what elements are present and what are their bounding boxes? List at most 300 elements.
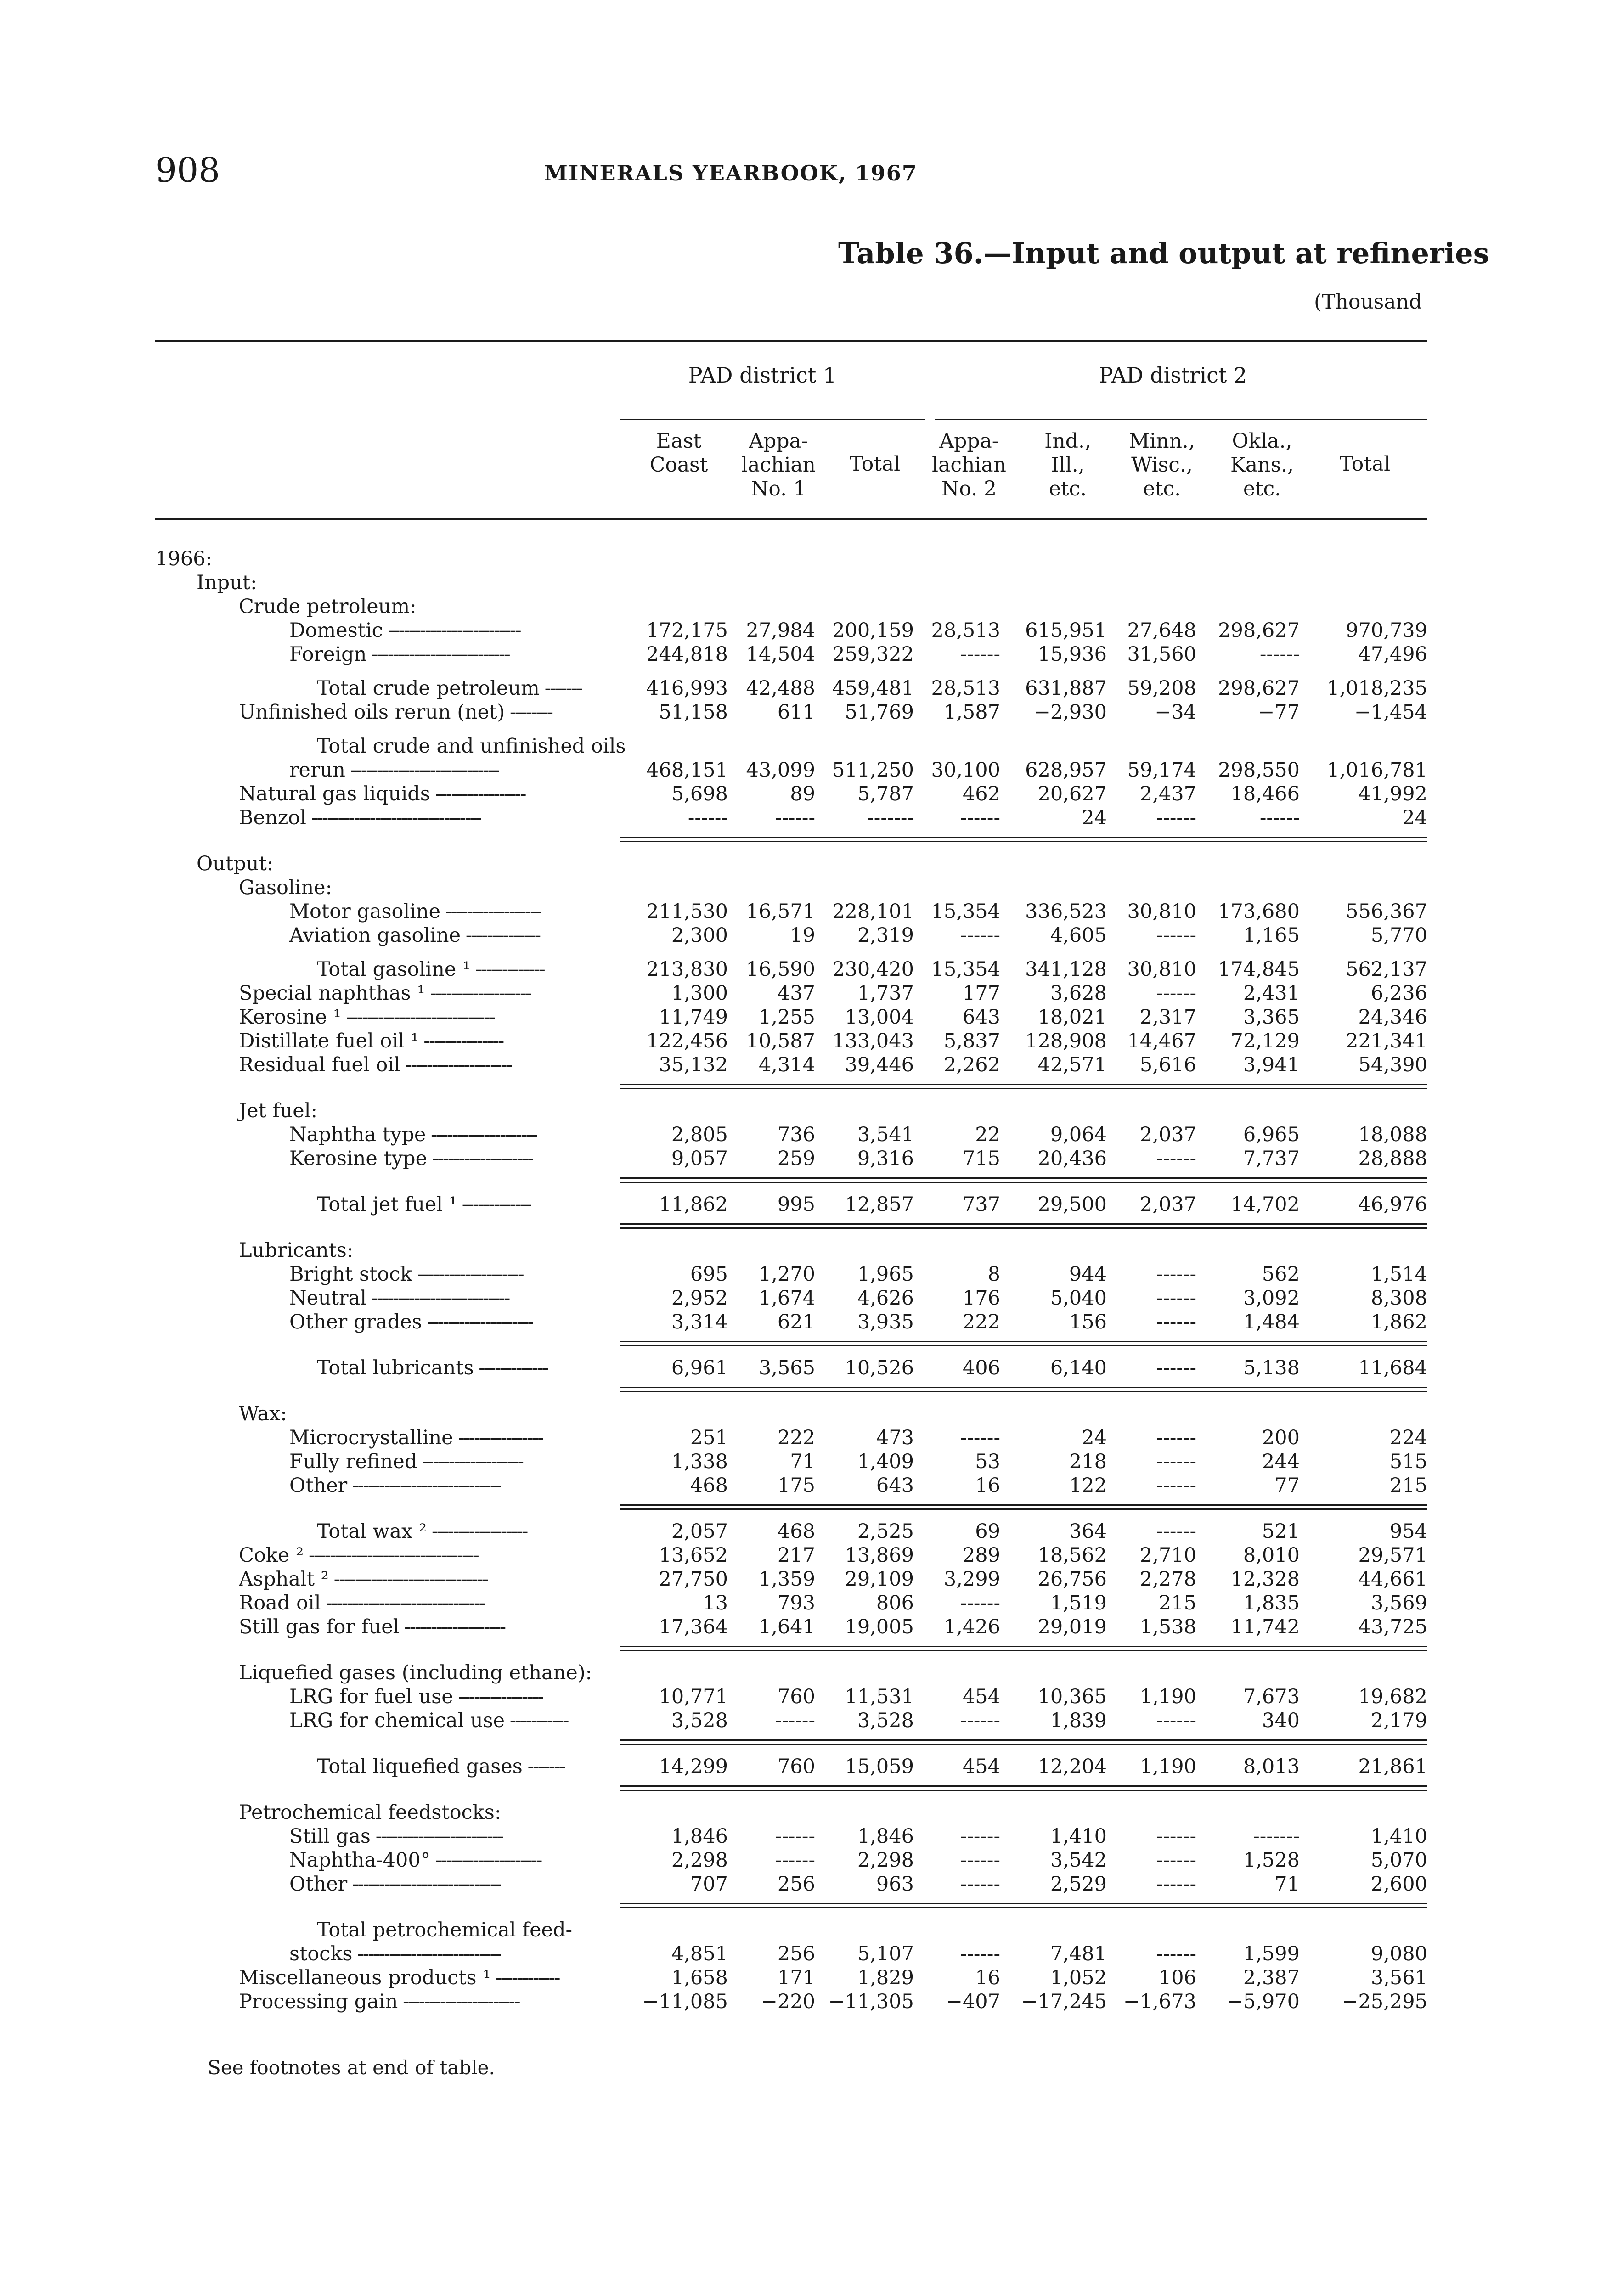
table-cell: 12,328 — [1230, 1568, 1300, 1591]
table-cell: 14,299 — [659, 1755, 728, 1778]
table-cell: 511,250 — [832, 759, 914, 782]
table-cell: 21,861 — [1358, 1755, 1427, 1778]
group-header-pad-district-2: PAD district 2 — [1099, 363, 1247, 388]
table-cell: 615,951 — [1025, 619, 1107, 642]
table-cell: ------ — [960, 1873, 1000, 1896]
table-cell: 174,845 — [1218, 958, 1300, 981]
table-cell: 77 — [1274, 1474, 1300, 1497]
table-cell: ------ — [960, 924, 1000, 947]
table-cell: 133,043 — [832, 1030, 914, 1052]
column-header: Total — [849, 452, 901, 476]
table-cell: 3,365 — [1243, 1006, 1300, 1029]
table-cell: 12,857 — [845, 1193, 914, 1216]
table-cell: −34 — [1155, 701, 1196, 724]
table-cell: 28,888 — [1358, 1147, 1427, 1170]
leader-dots: ---------------------------- — [345, 759, 499, 782]
leader-dots: ------------- — [474, 1356, 548, 1379]
section-rule — [620, 841, 1427, 842]
section-rule — [620, 1504, 1427, 1506]
table-cell: 27,750 — [659, 1568, 728, 1591]
table-cell: 298,550 — [1218, 759, 1300, 782]
table-cell: 8,010 — [1243, 1544, 1300, 1567]
table-cell: ------ — [775, 1825, 815, 1848]
table-cell: ------ — [1156, 1263, 1196, 1286]
table-cell: 1,165 — [1243, 924, 1300, 947]
table-cell: 6,140 — [1050, 1356, 1107, 1379]
section-rule — [620, 1785, 1427, 1787]
section-label: 1966: — [155, 547, 212, 570]
row-label: Other grades -------------------- — [289, 1311, 533, 1334]
table-cell: 289 — [962, 1544, 1000, 1567]
table-cell: −1,454 — [1354, 701, 1427, 724]
leader-dots: -------------------- — [400, 1053, 512, 1076]
table-cell: 806 — [876, 1592, 914, 1615]
table-cell: 1,359 — [758, 1568, 815, 1591]
leader-dots: -------------- — [461, 924, 540, 947]
row-label: Motor gasoline ------------------ — [289, 900, 541, 923]
table-cell: 9,057 — [671, 1147, 728, 1170]
table-cell: 71 — [1274, 1873, 1300, 1896]
table-cell: 29,109 — [845, 1568, 914, 1591]
section-label: Input: — [197, 571, 257, 594]
table-cell: 30,810 — [1127, 900, 1196, 923]
table-cell: 5,107 — [857, 1942, 914, 1965]
table-cell: 2,431 — [1243, 982, 1300, 1005]
column-header: Total — [1339, 452, 1391, 476]
table-cell: 59,174 — [1127, 759, 1196, 782]
group-rule-district-2 — [935, 419, 1427, 420]
table-cell: 954 — [1389, 1520, 1427, 1543]
footnote-note: See footnotes at end of table. — [208, 2056, 495, 2079]
table-cell: ------ — [960, 806, 1000, 829]
table-cell: 215 — [1158, 1592, 1196, 1615]
table-cell: 230,420 — [832, 958, 914, 981]
table-cell: 122 — [1069, 1474, 1107, 1497]
table-cell: 715 — [962, 1147, 1000, 1170]
row-label: Naphtha-400° -------------------- — [289, 1849, 541, 1872]
table-cell: 16 — [975, 1966, 1000, 1989]
table-cell: 1,410 — [1370, 1825, 1427, 1848]
table-cell: 5,616 — [1139, 1053, 1196, 1076]
row-label: Total lubricants ------------- — [317, 1356, 548, 1379]
table-cell: 1,190 — [1139, 1685, 1196, 1708]
table-cell: 406 — [962, 1356, 1000, 1379]
section-rule — [620, 1739, 1427, 1741]
table-cell: 176 — [962, 1287, 1000, 1310]
page-number: 908 — [155, 151, 220, 190]
column-header: Minn., Wisc., etc. — [1129, 429, 1195, 501]
table-cell: −407 — [946, 1990, 1000, 2013]
table-cell: 251 — [690, 1426, 728, 1449]
row-label: Domestic ------------------------- — [289, 619, 520, 642]
table-cell: 6,965 — [1243, 1123, 1300, 1146]
table-cell: 15,354 — [931, 900, 1000, 923]
table-cell: 5,040 — [1050, 1287, 1107, 1310]
table-cell: 14,504 — [746, 643, 815, 666]
table-cell: 5,138 — [1243, 1356, 1300, 1379]
table-cell: 172,175 — [646, 619, 728, 642]
table-cell: 1,528 — [1243, 1849, 1300, 1872]
table-cell: 1,409 — [857, 1450, 914, 1473]
table-cell: 521 — [1262, 1520, 1300, 1543]
leader-dots: ---------------- — [453, 1426, 543, 1449]
table-cell: 14,702 — [1230, 1193, 1300, 1216]
table-cell: 30,810 — [1127, 958, 1196, 981]
leader-dots: --------------- — [418, 1030, 503, 1052]
table-cell: ------- — [867, 806, 914, 829]
table-cell: 621 — [777, 1311, 815, 1334]
table-cell: 298,627 — [1218, 677, 1300, 700]
table-cell: ------ — [775, 1849, 815, 1872]
table-cell: 13,652 — [659, 1544, 728, 1567]
table-cell: 122,456 — [646, 1030, 728, 1052]
table-cell: 10,365 — [1037, 1685, 1107, 1708]
leader-dots: ------- — [522, 1755, 565, 1778]
table-cell: 3,941 — [1243, 1053, 1300, 1076]
table-cell: 736 — [777, 1123, 815, 1146]
table-cell: 459,481 — [832, 677, 914, 700]
table-cell: 18,088 — [1358, 1123, 1427, 1146]
section-rule — [620, 1084, 1427, 1085]
table-cell: 3,561 — [1370, 1966, 1427, 1989]
table-cell: 9,316 — [857, 1147, 914, 1170]
table-cell: 256 — [777, 1873, 815, 1896]
section-rule — [620, 1227, 1427, 1229]
column-header: Appa- lachian No. 2 — [932, 429, 1006, 501]
table-cell: 1,599 — [1243, 1942, 1300, 1965]
table-cell: 1,839 — [1050, 1709, 1107, 1732]
table-cell: 5,698 — [671, 782, 728, 805]
leader-dots: -------------------- — [422, 1311, 533, 1334]
table-cell: 9,064 — [1050, 1123, 1107, 1146]
table-cell: 1,587 — [943, 701, 1000, 724]
table-cell: 9,080 — [1370, 1942, 1427, 1965]
table-cell: 995 — [777, 1193, 815, 1216]
table-cell: 173,680 — [1218, 900, 1300, 923]
table-cell: ------ — [1156, 1426, 1196, 1449]
table-cell: 11,862 — [659, 1193, 728, 1216]
table-cell: 16,590 — [746, 958, 815, 981]
table-cell: 200 — [1262, 1426, 1300, 1449]
column-header: East Coast — [649, 429, 708, 477]
table-cell: 468 — [690, 1474, 728, 1497]
leader-dots: ------------------- — [427, 1147, 533, 1170]
table-cell: 11,742 — [1230, 1615, 1300, 1638]
table-cell: 39,446 — [845, 1053, 914, 1076]
section-rule — [620, 1182, 1427, 1183]
table-cell: 106 — [1158, 1966, 1196, 1989]
table-cell: 11,531 — [845, 1685, 914, 1708]
table-cell: 793 — [777, 1592, 815, 1615]
table-cell: 11,749 — [659, 1006, 728, 1029]
section-rule — [620, 1744, 1427, 1745]
row-label: Coke ² -------------------------------- — [239, 1544, 478, 1567]
table-cell: 3,542 — [1050, 1849, 1107, 1872]
leader-dots: ----------------- — [430, 782, 525, 805]
table-cell: ------ — [960, 1825, 1000, 1848]
table-cell: 695 — [690, 1263, 728, 1286]
leader-dots: -------------------------------- — [306, 806, 481, 829]
table-cell: 3,565 — [758, 1356, 815, 1379]
table-cell: 1,300 — [671, 982, 728, 1005]
table-cell: 1,965 — [857, 1263, 914, 1286]
table-cell: 1,410 — [1050, 1825, 1107, 1848]
table-cell: 1,846 — [671, 1825, 728, 1848]
table-cell: 2,262 — [943, 1053, 1000, 1076]
table-cell: 18,466 — [1230, 782, 1300, 805]
table-cell: 29,019 — [1037, 1615, 1107, 1638]
row-label: Other ---------------------------- — [289, 1474, 501, 1497]
table-cell: 3,628 — [1050, 982, 1107, 1005]
row-label: Kerosine ¹ ---------------------------- — [239, 1006, 495, 1029]
table-cell: 16 — [975, 1474, 1000, 1497]
leader-dots: -------- — [505, 701, 552, 724]
table-cell: ------ — [1156, 1474, 1196, 1497]
table-cell: ------ — [1156, 1311, 1196, 1334]
table-cell: −220 — [761, 1990, 815, 2013]
table-cell: 213,830 — [646, 958, 728, 981]
table-cell: −11,305 — [828, 1990, 914, 2013]
row-label: Still gas for fuel ------------------- — [239, 1615, 505, 1638]
table-cell: 4,851 — [671, 1942, 728, 1965]
section-rule — [620, 1903, 1427, 1904]
table-cell: 20,627 — [1037, 782, 1107, 805]
table-cell: ------ — [1156, 924, 1196, 947]
table-cell: 222 — [962, 1311, 1000, 1334]
section-rule — [620, 837, 1427, 838]
row-label: Benzol -------------------------------- — [239, 806, 481, 829]
section-label: Wax: — [239, 1402, 287, 1425]
table-cell: 16,571 — [746, 900, 815, 923]
leader-dots: ---------------------------- — [347, 1873, 501, 1896]
row-label: Residual fuel oil -------------------- — [239, 1053, 512, 1076]
table-cell: 10,526 — [845, 1356, 914, 1379]
table-cell: 1,835 — [1243, 1592, 1300, 1615]
table-cell: 1,052 — [1050, 1966, 1107, 1989]
table-cell: 31,560 — [1127, 643, 1196, 666]
leader-dots: ---------------------- — [398, 1990, 519, 2013]
row-label: rerun ---------------------------- — [289, 759, 499, 782]
table-cell: 970,739 — [1346, 619, 1427, 642]
table-cell: 175 — [777, 1474, 815, 1497]
table-cell: 340 — [1262, 1709, 1300, 1732]
table-cell: 2,317 — [1139, 1006, 1196, 1029]
table-cell: 2,298 — [857, 1849, 914, 1872]
table-cell: 42,571 — [1037, 1053, 1107, 1076]
table-cell: −2,930 — [1033, 701, 1107, 724]
section-label: Jet fuel: — [239, 1099, 317, 1122]
section-label: Crude petroleum: — [239, 595, 417, 618]
table-cell: 1,514 — [1370, 1263, 1427, 1286]
table-cell: 2,278 — [1139, 1568, 1196, 1591]
table-cell: 11,684 — [1358, 1356, 1427, 1379]
group-header-pad-district-1: PAD district 1 — [688, 363, 837, 388]
table-cell: 3,541 — [857, 1123, 914, 1146]
table-cell: 5,070 — [1370, 1849, 1427, 1872]
table-cell: 4,626 — [857, 1287, 914, 1310]
leader-dots: ----------------------------- — [328, 1568, 487, 1591]
table-cell: 760 — [777, 1755, 815, 1778]
table-cell: ------ — [960, 1426, 1000, 1449]
table-cell: 707 — [690, 1873, 728, 1896]
section-rule — [620, 1387, 1427, 1388]
table-cell: 1,658 — [671, 1966, 728, 1989]
table-cell: ------ — [1156, 1520, 1196, 1543]
row-label: Total crude petroleum ------- — [317, 677, 582, 700]
group-rule-district-1 — [620, 419, 925, 420]
table-cell: 3,314 — [671, 1311, 728, 1334]
leader-dots: ------------- — [457, 1193, 531, 1216]
table-cell: 14,467 — [1127, 1030, 1196, 1052]
table-cell: 341,128 — [1025, 958, 1107, 981]
row-label: Special naphthas ¹ ------------------- — [239, 982, 531, 1005]
table-cell: 643 — [876, 1474, 914, 1497]
table-cell: 200,159 — [832, 619, 914, 642]
table-cell: 2,057 — [671, 1520, 728, 1543]
table-cell: 4,314 — [758, 1053, 815, 1076]
header-bottom-rule — [155, 518, 1427, 520]
table-cell: ------ — [1156, 1873, 1196, 1896]
table-cell: 2,387 — [1243, 1966, 1300, 1989]
table-cell: 26,756 — [1037, 1568, 1107, 1591]
row-label: Road oil ------------------------------ — [239, 1592, 485, 1615]
table-cell: 611 — [777, 701, 815, 724]
table-cell: 298,627 — [1218, 619, 1300, 642]
table-cell: 963 — [876, 1873, 914, 1896]
table-cell: 13,869 — [845, 1544, 914, 1567]
header-top-rule — [155, 340, 1427, 342]
leader-dots: -------------------------------- — [304, 1544, 478, 1567]
table-cell: 224 — [1389, 1426, 1427, 1449]
table-cell: 47,496 — [1358, 643, 1427, 666]
table-cell: 8 — [987, 1263, 1000, 1286]
table-cell: 10,587 — [746, 1030, 815, 1052]
table-cell: 3,935 — [857, 1311, 914, 1334]
table-cell: 128,908 — [1025, 1030, 1107, 1052]
table-cell: ------ — [1156, 806, 1196, 829]
table-cell: ------ — [960, 643, 1000, 666]
table-cell: 2,600 — [1370, 1873, 1427, 1896]
table-cell: 211,530 — [646, 900, 728, 923]
table-cell: 29,500 — [1037, 1193, 1107, 1216]
leader-dots: -------------------- — [412, 1263, 523, 1286]
table-cell: 19,682 — [1358, 1685, 1427, 1708]
section-label: Lubricants: — [239, 1239, 354, 1262]
table-cell: 1,829 — [857, 1966, 914, 1989]
leader-dots: ------------------ — [427, 1520, 527, 1543]
table-cell: 6,961 — [671, 1356, 728, 1379]
table-cell: ------ — [1259, 643, 1300, 666]
table-cell: 13 — [703, 1592, 728, 1615]
table-cell: ------- — [1253, 1825, 1300, 1848]
leader-dots: ------- — [539, 677, 582, 700]
section-label: Gasoline: — [239, 876, 333, 899]
table-cell: 59,208 — [1127, 677, 1196, 700]
table-cell: ------ — [960, 1849, 1000, 1872]
section-label: Liquefied gases (including ethane): — [239, 1661, 592, 1684]
leader-dots: ------------------------- — [383, 619, 520, 642]
table-cell: 3,299 — [943, 1568, 1000, 1591]
table-cell: 19,005 — [845, 1615, 914, 1638]
table-cell: ------ — [1156, 1450, 1196, 1473]
table-cell: 1,018,235 — [1327, 677, 1427, 700]
unit-note: (Thousand — [1314, 290, 1422, 314]
column-header: Okla., Kans., etc. — [1230, 429, 1294, 501]
table-cell: 1,338 — [671, 1450, 728, 1473]
row-label: Total jet fuel ¹ ------------- — [317, 1193, 531, 1216]
table-cell: 5,787 — [857, 782, 914, 805]
table-cell: 43,725 — [1358, 1615, 1427, 1638]
table-cell: ------ — [1156, 982, 1196, 1005]
leader-dots: ------------------- — [425, 982, 531, 1005]
table-cell: 1,641 — [758, 1615, 815, 1638]
leader-dots: ------------------ — [440, 900, 541, 923]
table-cell: 5,770 — [1370, 924, 1427, 947]
table-cell: 13,004 — [845, 1006, 914, 1029]
table-cell: 760 — [777, 1685, 815, 1708]
row-label: Microcrystalline ---------------- — [289, 1426, 543, 1449]
table-cell: 51,158 — [659, 701, 728, 724]
table-cell: 2,525 — [857, 1520, 914, 1543]
table-cell: 3,528 — [671, 1709, 728, 1732]
table-cell: 28,513 — [931, 677, 1000, 700]
table-cell: 69 — [975, 1520, 1000, 1543]
table-cell: ------ — [1156, 1709, 1196, 1732]
table-cell: 2,179 — [1370, 1709, 1427, 1732]
section-rule — [620, 1790, 1427, 1791]
table-cell: −11,085 — [642, 1990, 728, 2013]
table-cell: 27,648 — [1127, 619, 1196, 642]
table-cell: 462 — [962, 782, 1000, 805]
table-cell: 737 — [962, 1193, 1000, 1216]
table-cell: 10,771 — [659, 1685, 728, 1708]
table-cell: 437 — [777, 982, 815, 1005]
row-label: LRG for chemical use ----------- — [289, 1709, 568, 1732]
table-cell: 2,952 — [671, 1287, 728, 1310]
table-cell: 259,322 — [832, 643, 914, 666]
table-cell: ------ — [960, 1942, 1000, 1965]
table-cell: 2,298 — [671, 1849, 728, 1872]
table-cell: ------ — [1156, 1147, 1196, 1170]
table-cell: 1,737 — [857, 982, 914, 1005]
table-cell: 27,984 — [746, 619, 815, 642]
table-cell: 35,132 — [659, 1053, 728, 1076]
table-cell: 24 — [1402, 806, 1427, 829]
table-cell: 562,137 — [1346, 958, 1427, 981]
table-cell: 473 — [876, 1426, 914, 1449]
table-cell: ------ — [960, 1592, 1000, 1615]
table-cell: ------ — [775, 1709, 815, 1732]
row-label: Total liquefied gases ------- — [317, 1755, 565, 1778]
leader-dots: -------------------- — [426, 1123, 537, 1146]
table-cell: 44,661 — [1358, 1568, 1427, 1591]
table-cell: 1,190 — [1139, 1755, 1196, 1778]
table-cell: 7,737 — [1243, 1147, 1300, 1170]
section-rule — [620, 1088, 1427, 1089]
table-cell: 54,390 — [1358, 1053, 1427, 1076]
table-cell: 89 — [790, 782, 815, 805]
leader-dots: ------------- — [470, 958, 544, 981]
table-cell: 7,481 — [1050, 1942, 1107, 1965]
table-cell: ------ — [1156, 1849, 1196, 1872]
table-cell: 2,437 — [1139, 782, 1196, 805]
table-cell: 2,805 — [671, 1123, 728, 1146]
table-cell: 3,569 — [1370, 1592, 1427, 1615]
section-rule — [620, 1345, 1427, 1346]
table-cell: 30,100 — [931, 759, 1000, 782]
leader-dots: ------------------- — [417, 1450, 523, 1473]
row-label: Processing gain ---------------------- — [239, 1990, 519, 2013]
